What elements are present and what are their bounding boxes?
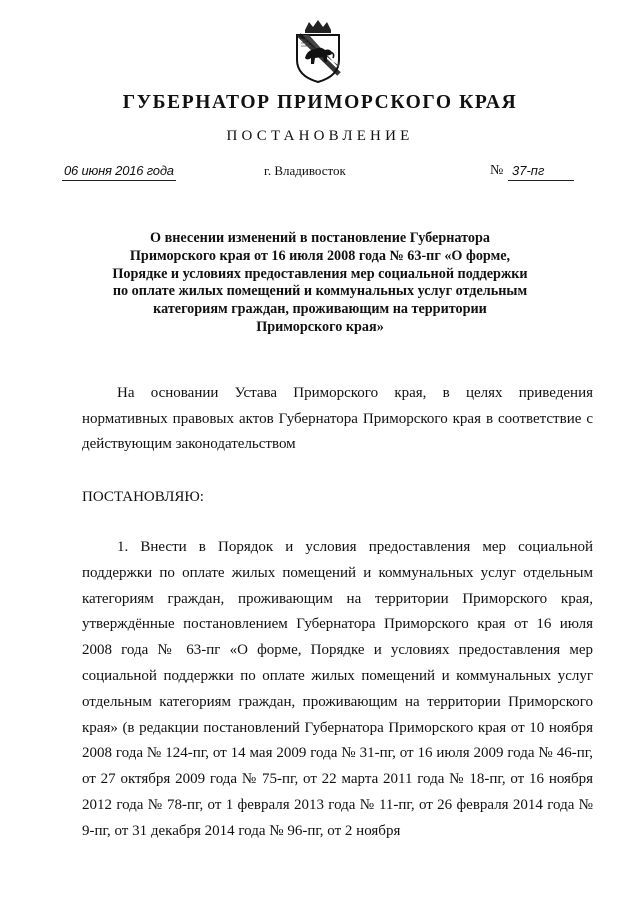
document-number: 37-пг <box>512 163 545 178</box>
document-type: ПОСТАНОВЛЕНИЕ <box>226 128 414 144</box>
number-underline <box>508 180 574 181</box>
document-title: О внесении изменений в постановление Губернатора Приморского края от 16 июля 2008 года № 63-пг «О форме, Порядке и условиях предоставления мер социальной поддержки по оплате жилых помещений и коммунальных услуг отдельным категориям граждан, проживающим на территории Приморского края» <box>112 230 528 335</box>
document-date: 06 июня 2016 года <box>64 163 174 178</box>
document-place: г. Владивосток <box>264 163 346 178</box>
decree-heading: ПОСТАНОВЛЯЮ: <box>82 489 204 505</box>
clause-1-paragraph: 1. Внести в Порядок и условия предоставления мер социальной поддержки по оплате жилых помещений и коммунальных услуг отдельным категориям граждан, проживающим на территории Приморского края, утверждённые постановлением Губернатора Приморского края от 16 июля 2008 года № 63-пг «О форме, Порядке и условиях предоставления мер социальной поддержки по оплате жилых помещений и коммунальных услуг отдельным категориям граждан, проживающим на территории Приморского края» (в редакции постановлений Губернатора Приморского края от 10 ноября 2008 года № 124-пг, от 14 мая 2009 года № 31-пг, от 16 июля 2009 года № 46-пг, от 27 октября 2009 года № 75-пг, от 22 марта 2011 года № 18-пг, от 16 ноября 2012 года № 78-пг, от 1 февраля 2013 года № 11-пг, от 26 февраля 2014 года № 9-пг, от 31 декабря 2014 года № 96-пг, от 2 ноября <box>82 539 593 839</box>
date-underline <box>62 180 176 181</box>
number-label: № <box>490 163 504 178</box>
intro-paragraph: На основании Устава Приморского края, в целях приведения нормативных правовых актов Губернатора Приморского края в соответствие с действующим законодательством <box>82 385 593 452</box>
primorsky-krai-coat-of-arms-icon <box>287 18 349 84</box>
issuing-authority: ГУБЕРНАТОР ПРИМОРСКОГО КРАЯ <box>122 92 518 113</box>
